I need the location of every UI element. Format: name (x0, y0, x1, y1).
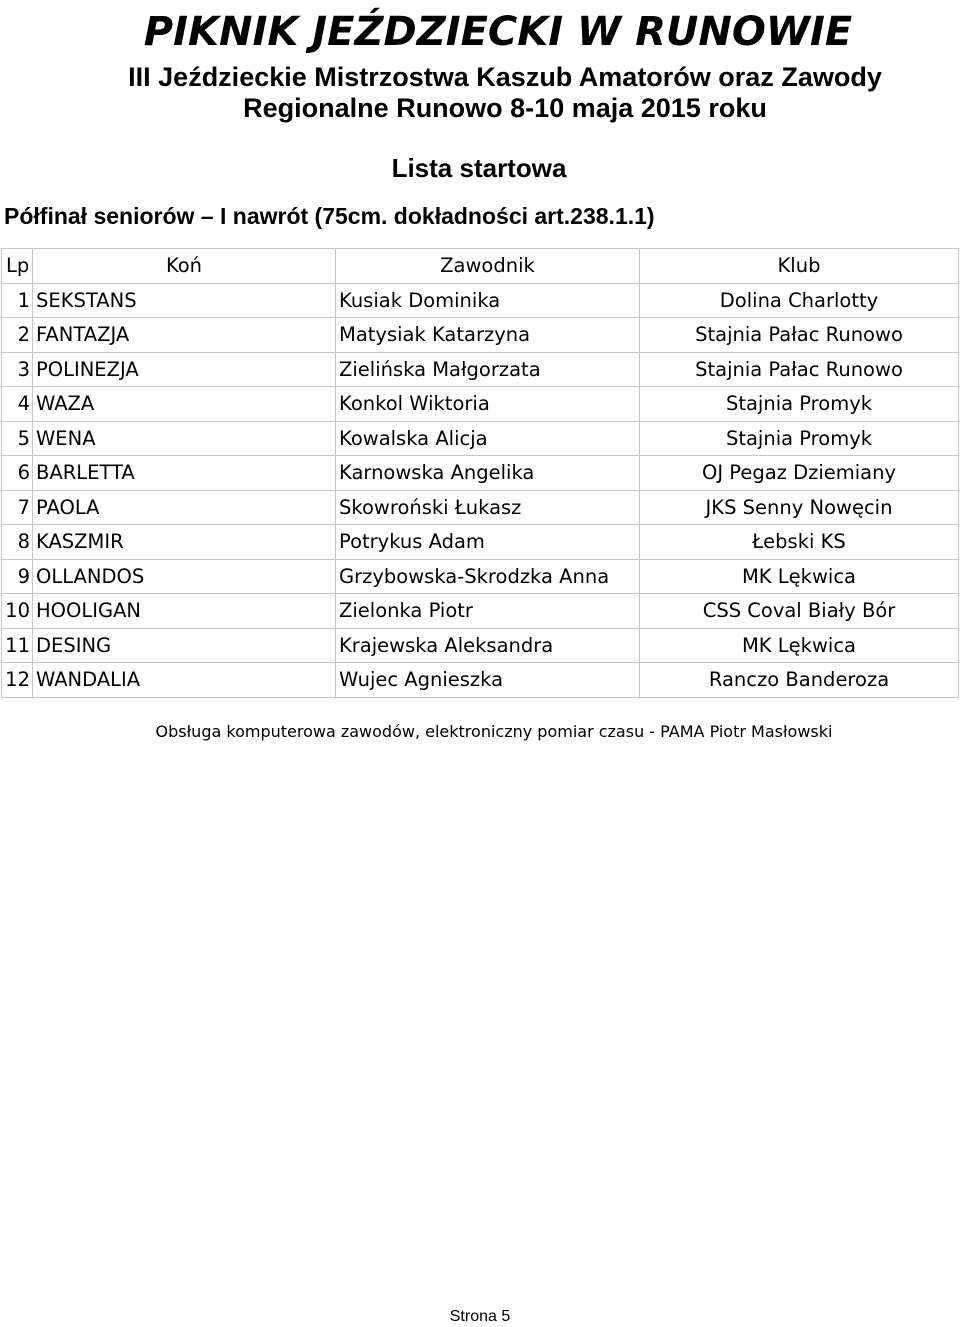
cell-rider: Grzybowska-Skrodzka Anna (336, 559, 640, 594)
cell-horse: DESING (33, 628, 336, 663)
table-row (2, 559, 959, 594)
table-row (2, 663, 959, 698)
cell-rider: Zielińska Małgorzata (336, 352, 640, 387)
table-row (2, 525, 959, 560)
cell-lp: 3 (2, 352, 33, 387)
table-header-row (2, 249, 959, 284)
cell-horse: WAZA (33, 387, 336, 422)
cell-club: Stajnia Promyk (640, 421, 959, 456)
cell-club: Dolina Charlotty (640, 283, 959, 318)
column-header-rider: Zawodnik (336, 249, 640, 284)
table-row (2, 318, 959, 353)
cell-club: Stajnia Pałac Runowo (640, 318, 959, 353)
cell-horse: PAOLA (33, 490, 336, 525)
table-row (2, 352, 959, 387)
cell-rider: Kusiak Dominika (336, 283, 640, 318)
cell-lp: 9 (2, 559, 33, 594)
cell-club: Łebski KS (640, 525, 959, 560)
start-list-heading: Lista startowa (391, 153, 567, 183)
cell-horse: SEKSTANS (33, 283, 336, 318)
cell-rider: Zielonka Piotr (336, 594, 640, 629)
cell-club: CSS Coval Biały Bór (640, 594, 959, 629)
cell-horse: FANTAZJA (33, 318, 336, 353)
cell-horse: BARLETTA (33, 456, 336, 491)
table-row (2, 421, 959, 456)
column-header-club: Klub (640, 249, 959, 284)
cell-rider: Krajewska Aleksandra (336, 628, 640, 663)
page-number: Strona 5 (449, 1308, 511, 1325)
column-header-horse: Koń (33, 249, 336, 284)
table-row (2, 456, 959, 491)
cell-club: Stajnia Promyk (640, 387, 959, 422)
cell-lp: 10 (2, 594, 33, 629)
cell-club: MK Lękwica (640, 559, 959, 594)
cell-rider: Skowroński Łukasz (336, 490, 640, 525)
cell-lp: 4 (2, 387, 33, 422)
cell-horse: WENA (33, 421, 336, 456)
round-description: Półfinał seniorów – I nawrót (75cm. dokładności art.238.1.1) (4, 203, 655, 229)
cell-lp: 12 (2, 663, 33, 698)
cell-horse: POLINEZJA (33, 352, 336, 387)
event-subtitle-line-2: Regionalne Runowo 8-10 maja 2015 roku (243, 93, 767, 123)
table-row (2, 387, 959, 422)
cell-lp: 8 (2, 525, 33, 560)
cell-rider: Karnowska Angelika (336, 456, 640, 491)
cell-lp: 1 (2, 283, 33, 318)
document-title: PIKNIK JEŹDZIECKI W RUNOWIE (143, 9, 853, 55)
cell-rider: Kowalska Alicja (336, 421, 640, 456)
cell-club: JKS Senny Nowęcin (640, 490, 959, 525)
cell-lp: 7 (2, 490, 33, 525)
cell-horse: KASZMIR (33, 525, 336, 560)
cell-lp: 2 (2, 318, 33, 353)
table-row (2, 628, 959, 663)
start-list-table (1, 248, 959, 698)
cell-lp: 6 (2, 456, 33, 491)
cell-club: Stajnia Pałac Runowo (640, 352, 959, 387)
table-row (2, 283, 959, 318)
cell-lp: 11 (2, 628, 33, 663)
column-header-lp: Lp (2, 249, 33, 284)
cell-rider: Matysiak Katarzyna (336, 318, 640, 353)
cell-club: Ranczo Banderoza (640, 663, 959, 698)
cell-horse: HOOLIGAN (33, 594, 336, 629)
table-row (2, 490, 959, 525)
table-row (2, 594, 959, 629)
cell-lp: 5 (2, 421, 33, 456)
cell-club: MK Lękwica (640, 628, 959, 663)
cell-horse: OLLANDOS (33, 559, 336, 594)
timing-credit-note: Obsługa komputerowa zawodów, elektroniczny pomiar czasu - PAMA Piotr Masłowski (155, 722, 833, 741)
event-subtitle-line-1: III Jeździeckie Mistrzostwa Kaszub Amatorów oraz Zawody (128, 62, 882, 92)
cell-rider: Potrykus Adam (336, 525, 640, 560)
cell-rider: Konkol Wiktoria (336, 387, 640, 422)
cell-rider: Wujec Agnieszka (336, 663, 640, 698)
cell-club: OJ Pegaz Dziemiany (640, 456, 959, 491)
cell-horse: WANDALIA (33, 663, 336, 698)
